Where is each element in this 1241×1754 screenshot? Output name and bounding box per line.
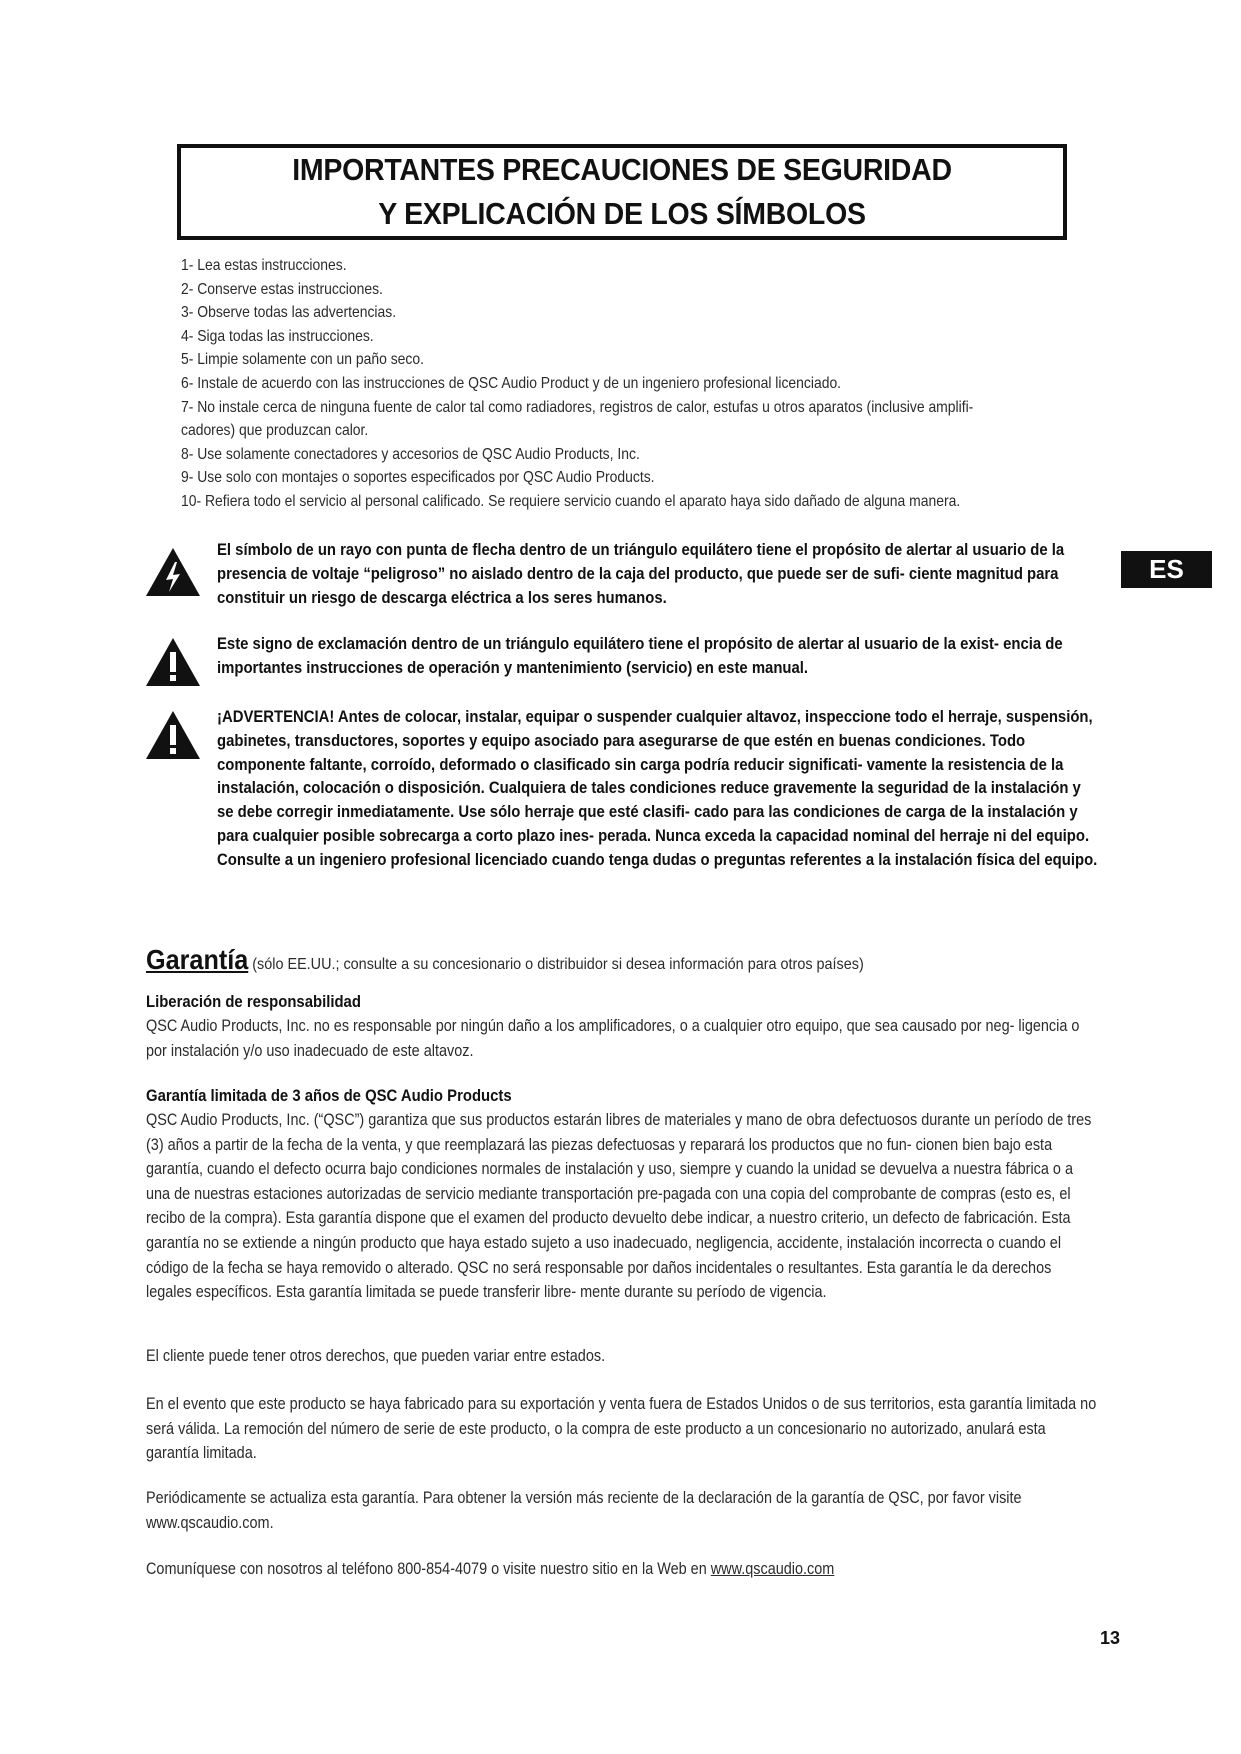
exclamation-triangle-icon <box>144 636 202 688</box>
language-tab: ES <box>1121 551 1212 588</box>
export-block <box>146 1392 1100 1466</box>
limited-warranty-text: QSC Audio Products, Inc. (“QSC”) garantiza que sus productos estarán libres de materiales y mano de obra defectuosos durante un período de tres (3) años a partir de la fecha de la venta, y que reemplazará las piezas defectuosas y reparará los productos que no fun- cionen bien bajo esta garantía, cuando el defecto ocurra bajo condiciones normales de instalación y uso, siempre y cuando la unidad se devuelva a nuestra fábrica o a una de nuestras estaciones autorizadas de servicio mediante transportación pre-pagada con una copia del comprobante de compras (esto es, el recibo de la compra). Esta garantía dispone que el examen del producto devuelto debe indicar, a nuestro criterio, un defecto de fabricación. Esta garantía no se extiende a ningún producto que haya estado sujeto a uso inadecuado, negligencia, accidente, instalación incorrecta o cuando el código de la fecha se haya removido o alterado. QSC no será responsable por daños incidentales o resultantes. Esta garantía le da derechos legales específicos. Esta garantía limitada se puede transferir libre- mente durante su período de vigencia. <box>146 1111 1092 1302</box>
liability-text: QSC Audio Products, Inc. no es responsable por ningún daño a los amplificadores, o a cualquier otro equipo, que sea causado por neg- ligencia o por instalación y/o uso inadecuado de este altavoz. <box>146 1017 1080 1060</box>
instruction-item: 2- Conserve estas instrucciones. <box>181 280 383 298</box>
update-block <box>146 1486 1100 1535</box>
instruction-item: 10- Refiera todo el servicio al personal calificado. Se requiere servicio cuando el aparato haya sido dañado de alguna manera. <box>181 492 961 510</box>
liability-block <box>146 990 1100 1063</box>
instruction-item: 9- Use solo con montajes o soportes especificados por QSC Audio Products. <box>181 469 655 487</box>
lightning-triangle-icon <box>144 546 202 598</box>
warranty-section <box>146 944 1106 976</box>
title-box <box>177 144 1067 240</box>
instruction-item: 3- Observe todas las advertencias. <box>181 304 397 322</box>
rights-text: El cliente puede tener otros derechos, que pueden variar entre estados. <box>146 1347 606 1365</box>
warranty-title: Garantía <box>146 944 249 975</box>
instruction-item: 4- Siga todas las instrucciones. <box>181 327 374 345</box>
exclamation-symbol-text: Este signo de exclamación dentro de un triángulo equilátero tiene el propósito de alertar al usuario de la exist- encia de importantes instrucciones de operación y mantenimiento (servicio) en este manual. <box>217 634 1063 677</box>
warning-triangle-icon <box>144 709 202 761</box>
limited-warranty-block <box>146 1084 1100 1305</box>
instruction-item: 1- Lea estas instrucciones. <box>181 257 347 274</box>
warning-symbol-text: ¡ADVERTENCIA! Antes de colocar, instalar, equipar o suspender cualquier altavoz, inspeccione todo el herraje, suspensión, gabinetes, transductores, soportes y equipo asociado para asegurarse de que estén en buenas condiciones. Todo componente faltante, corroído, deformado o clasificado sin carga podría reducir significati- vamente la resistencia de la instalación, colocación o disposición. Cualquiera de tales condiciones reduce gravemente la seguridad de la instalación y se debe corregir inmediatamente. Use sólo herraje que esté clasifi- cado para las condiciones de carga de la instalación y para cualquier posible sobrecarga a corto plazo ines- perada. Nunca exceda la capacidad nominal del herraje ni del equipo. Consulte a un ingeniero profesional licenciado cuando tenga dudas o preguntas referentes a la instalación física del equipo. <box>217 707 1098 869</box>
instruction-list <box>181 254 986 514</box>
liability-heading: Liberación de responsabilidad <box>146 992 361 1011</box>
website-link[interactable]: www.qscaudio.com <box>710 1560 835 1578</box>
contact-block <box>146 1557 1100 1582</box>
rights-block <box>146 1344 1100 1369</box>
contact-text: Comuníquese con nosotros al teléfono 800-854-4079 o visite nuestro sitio en la Web en <box>146 1560 711 1578</box>
page-title-line-1: IMPORTANTES PRECAUCIONES DE SEGURIDAD <box>292 152 952 187</box>
warranty-subtitle: (sólo EE.UU.; consulte a su concesionario o distribuidor si desea información para otros países) <box>248 956 864 973</box>
instruction-item: 5- Limpie solamente con un paño seco. <box>181 351 424 369</box>
limited-warranty-heading: Garantía limitada de 3 años de QSC Audio Products <box>146 1086 512 1105</box>
update-text: Periódicamente se actualiza esta garantía. Para obtener la versión más reciente de la declaración de la garantía de QSC, por favor visite www.qscaudio.com. <box>146 1489 1022 1532</box>
instruction-item: 6- Instale de acuerdo con las instrucciones de QSC Audio Product y de un ingeniero profesional licenciado. <box>181 374 842 392</box>
instruction-item: 8- Use solamente conectadores y accesorios de QSC Audio Products, Inc. <box>181 445 640 463</box>
lightning-symbol-text: El símbolo de un rayo con punta de flecha dentro de un triángulo equilátero tiene el propósito de alertar al usuario de la presencia de voltaje “peligroso” no aislado dentro de la caja del producto, que puede ser de sufi- ciente magnitud para constituir un riesgo de descarga eléctrica a los seres humanos. <box>217 540 1065 607</box>
instruction-item: cadores) que produzcan calor. <box>181 422 369 440</box>
instruction-item: 7- No instale cerca de ninguna fuente de calor tal como radiadores, registros de calor, estufas u otros aparatos (inclusive amplifi- <box>181 398 974 416</box>
export-text: En el evento que este producto se haya fabricado para su exportación y venta fuera de Estados Unidos o de sus territorios, esta garantía limitada no será válida. La remoción del número de serie de este producto, o la compra de este producto a un concesionario no autorizado, anulará esta garantía limitada. <box>146 1395 1097 1463</box>
page-number: 13 <box>1100 1628 1121 1648</box>
page-title-line-2: Y EXPLICACIÓN DE LOS SÍMBOLOS <box>378 196 866 231</box>
